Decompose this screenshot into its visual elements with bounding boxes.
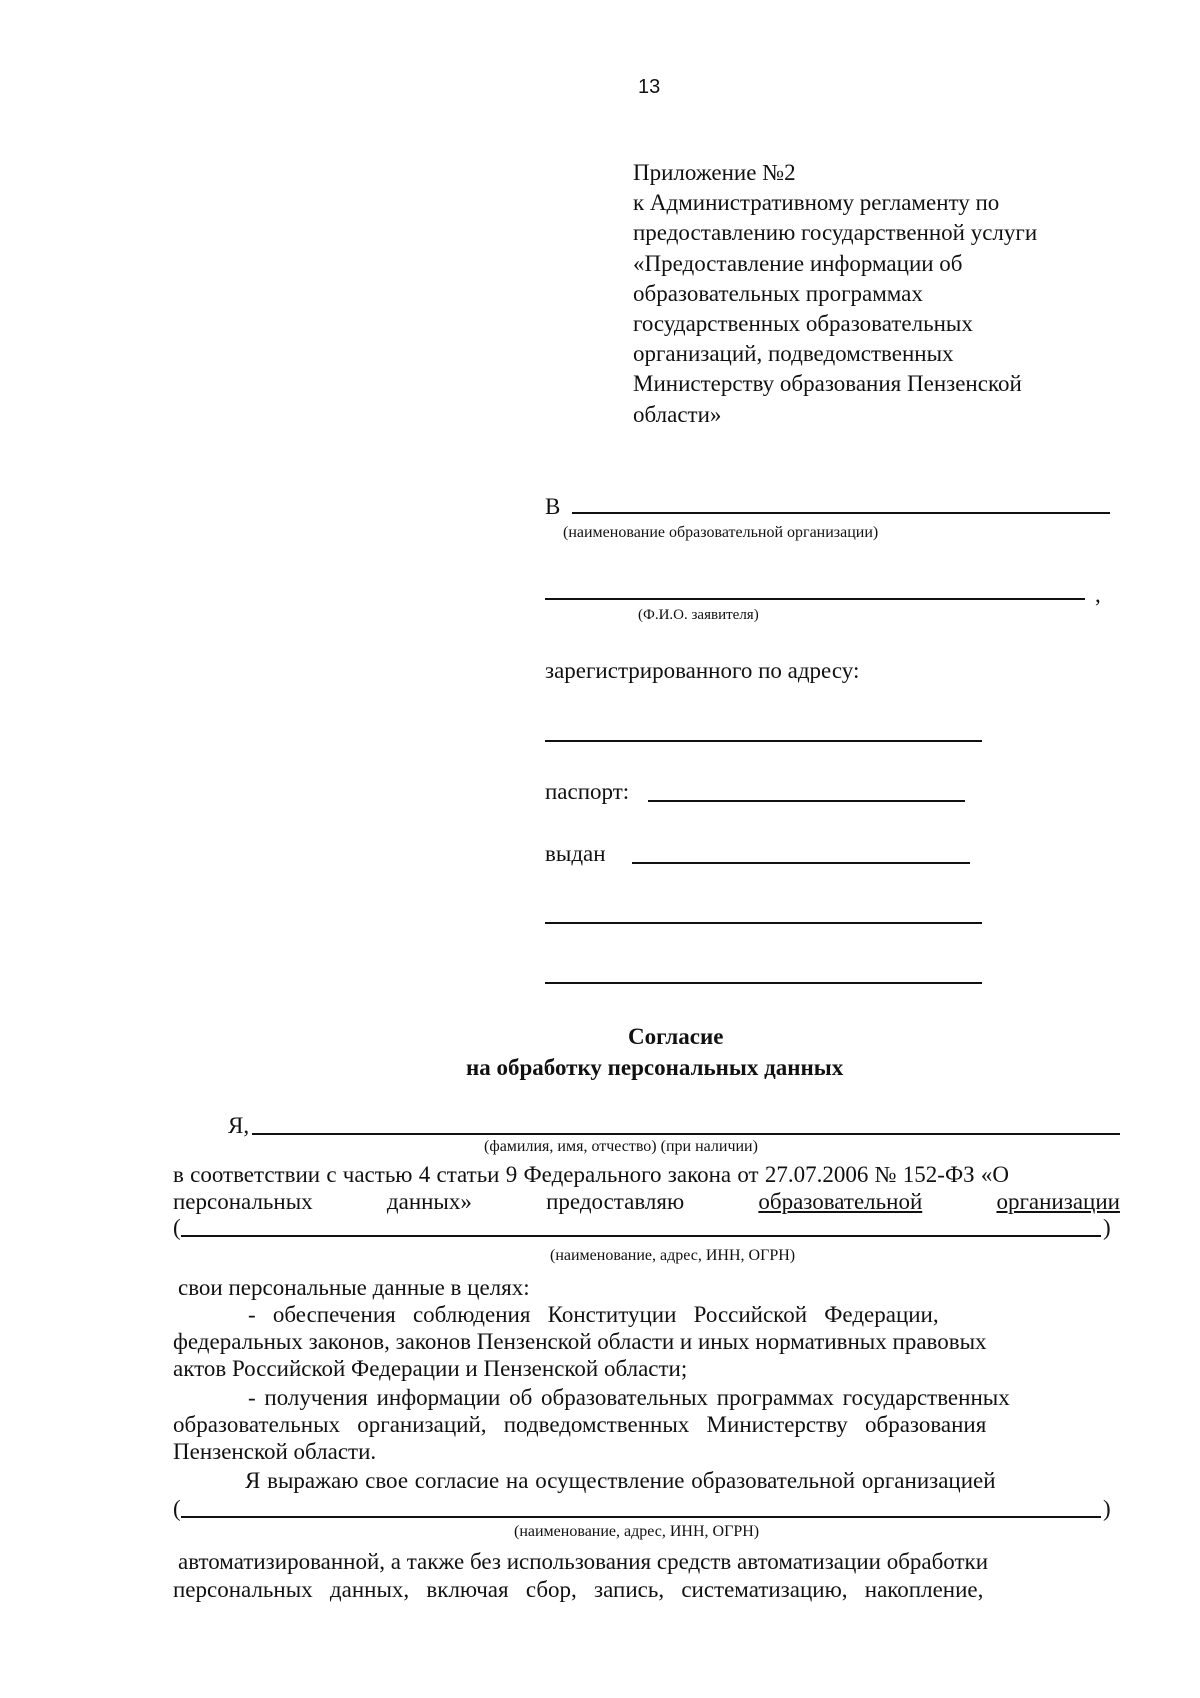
- appendix-block: [633, 158, 1037, 430]
- consent-subtitle: на обработку персональных данных: [466, 1055, 844, 1080]
- appendix-line: к Административному регламенту по: [633, 190, 1000, 216]
- org-name-caption: (наименование образовательной организации): [563, 524, 879, 541]
- law-line-1: в соответствии с частью 4 статьи 9 Федерального закона от 27.07.2006 № 152-ФЗ «О: [173, 1162, 1009, 1187]
- purpose-2-line-3: Пензенской области.: [173, 1439, 377, 1464]
- org-close-paren: ): [1103, 1215, 1111, 1240]
- applicant-name-caption: (Ф.И.О. заявителя): [638, 607, 759, 623]
- registered-address-label: зарегистрированного по адресу:: [545, 658, 860, 683]
- address-field[interactable]: [545, 740, 982, 742]
- org2-close-paren: ): [1103, 1496, 1111, 1521]
- appendix-line: предоставлению государственной услуги: [633, 220, 1038, 246]
- fio-comma: ,: [1095, 582, 1101, 607]
- org2-open-paren: (: [173, 1496, 181, 1521]
- issued-by-field[interactable]: [632, 862, 970, 864]
- purpose-1-line-1: - обеспечения соблюдения Конституции Российской Федерации,: [248, 1302, 939, 1327]
- purpose-2-line-1: - получения информации об образовательных программах государственных: [248, 1385, 1010, 1410]
- consent-title: Согласие: [628, 1024, 724, 1049]
- purposes-intro: свои персональные данные в целях:: [178, 1275, 530, 1300]
- full-name-caption: (фамилия, имя, отчество) (при наличии): [484, 1138, 758, 1155]
- passport-field[interactable]: [648, 800, 965, 802]
- auto-line-1: автоматизированной, а также без использования средств автоматизации обработки: [178, 1549, 989, 1574]
- issued-by-field-line2[interactable]: [545, 922, 982, 924]
- page-number: 13: [638, 76, 661, 98]
- appendix-line: организаций, подведомственных: [633, 341, 954, 367]
- org2-details-field[interactable]: [181, 1516, 1101, 1518]
- to-prefix: В: [545, 494, 561, 519]
- law-line-2-word: предоставляю: [546, 1189, 685, 1214]
- org-details-field[interactable]: [181, 1235, 1101, 1237]
- i-prefix: Я,: [228, 1113, 250, 1138]
- law-line-2-word: образовательной: [758, 1189, 923, 1214]
- appendix-line: Приложение №2: [633, 160, 796, 185]
- purpose-2-line-2: образовательных организаций, подведомственных Министерству образования: [173, 1412, 987, 1437]
- law-line-2: [173, 1187, 1120, 1217]
- purpose-1-line-2: федеральных законов, законов Пензенской области и иных нормативных правовых: [173, 1329, 987, 1354]
- issued-by-field-line3[interactable]: [545, 982, 982, 984]
- applicant-name-field[interactable]: [545, 598, 1085, 600]
- org-open-paren: (: [173, 1215, 181, 1240]
- auto-line-2: персональных данных, включая сбор, запись, систематизацию, накопление,: [173, 1577, 984, 1602]
- purpose-1-line-3: актов Российской Федерации и Пензенской области;: [173, 1356, 688, 1381]
- org-details-caption: (наименование, адрес, ИНН, ОГРН): [550, 1247, 796, 1264]
- law-line-2-word: организации: [996, 1189, 1120, 1214]
- appendix-line: «Предоставление информации об: [633, 250, 963, 276]
- passport-label: паспорт:: [545, 779, 630, 804]
- consent-line-1: Я выражаю свое согласие на осуществление образовательной организацией: [245, 1468, 996, 1493]
- org-name-field[interactable]: [572, 512, 1110, 514]
- org2-details-caption: (наименование, адрес, ИНН, ОГРН): [514, 1523, 760, 1540]
- issued-label: выдан: [545, 841, 606, 866]
- appendix-line: Министерству образования Пензенской: [633, 371, 1022, 397]
- full-name-field[interactable]: [252, 1133, 1120, 1135]
- appendix-line: области»: [633, 401, 722, 427]
- law-line-2-word: персональных: [173, 1189, 313, 1214]
- appendix-line: образовательных программах: [633, 280, 923, 306]
- law-line-2-word: данных»: [386, 1189, 472, 1214]
- appendix-line: государственных образовательных: [633, 311, 973, 337]
